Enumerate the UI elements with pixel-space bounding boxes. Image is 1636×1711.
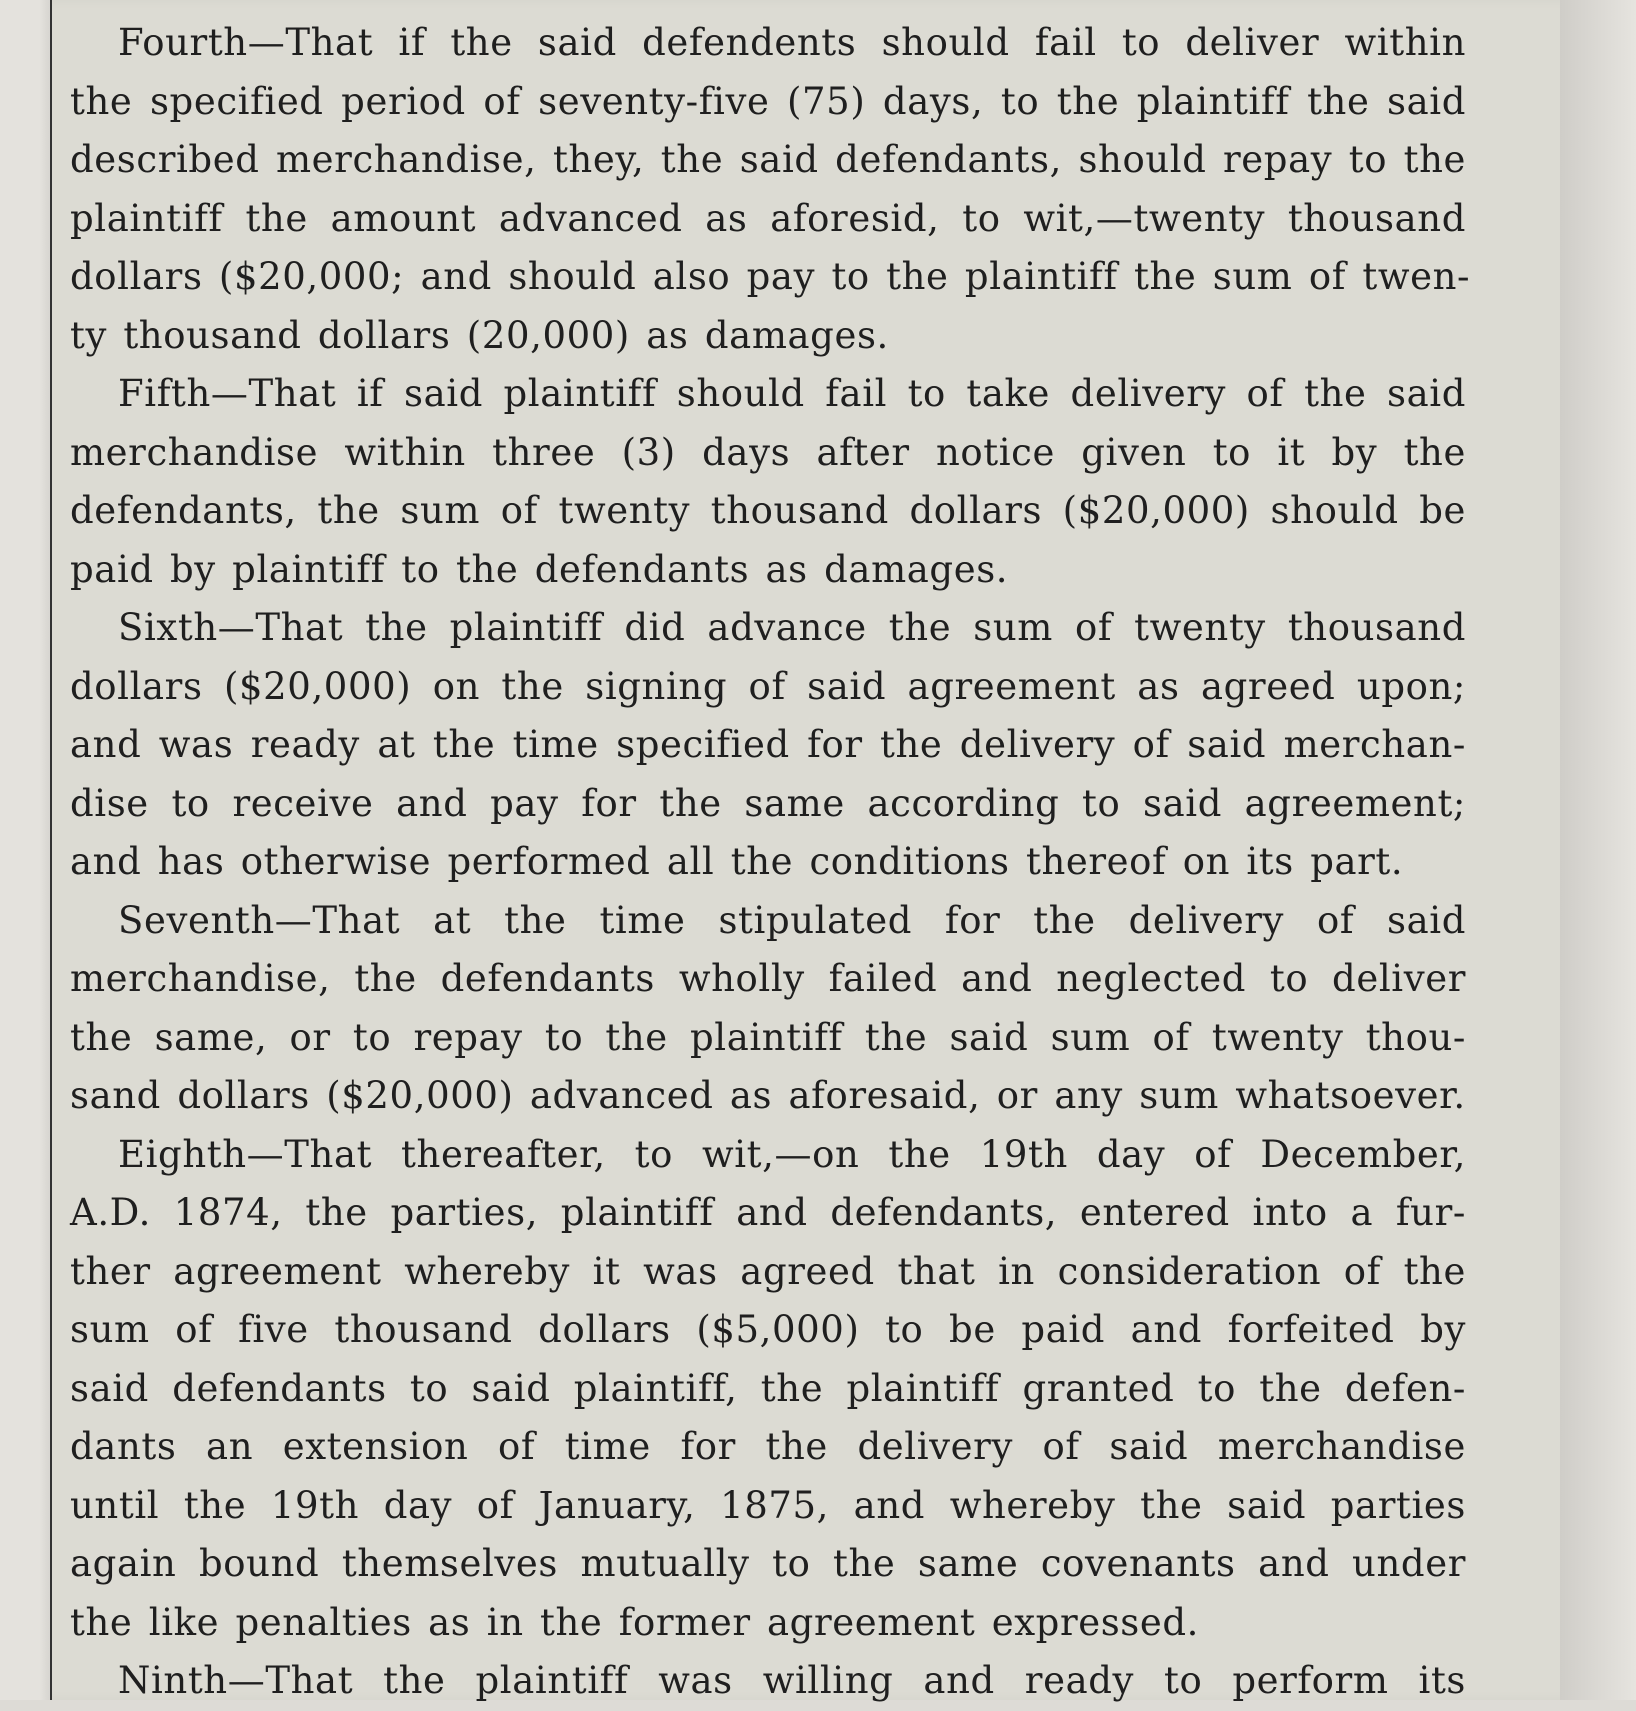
text-line: Sixth—That the plaintiff did advance the sum of twenty thousand	[118, 606, 1466, 649]
text-line: Ninth—That the plaintiff was willing and ready to perform its	[118, 1659, 1466, 1702]
text-line: dants an extension of time for the delivery of said merchandise	[70, 1425, 1466, 1468]
text-line: Seventh—That at the time stipulated for the delivery of said	[118, 898, 1466, 942]
text-line: ty thousand dollars (20,000) as damages.	[70, 313, 889, 357]
text-line: the same, or to repay to the plaintiff the said sum of twenty thou-	[70, 1015, 1466, 1059]
text-line: described merchandise, they, the said defendants, should repay to the	[70, 138, 1466, 181]
text-line: and has otherwise performed all the conditions thereof on its part.	[70, 840, 1404, 883]
text-line: again bound themselves mutually to the same covenants and under	[70, 1542, 1466, 1585]
text-line: and was ready at the time specified for the delivery of said merchan-	[70, 723, 1466, 766]
text-line: until the 19th day of January, 1875, and whereby the said parties	[70, 1483, 1466, 1527]
text-line: Fifth—That if said plaintiff should fail to take delivery of the said	[118, 372, 1466, 415]
text-line: plaintiff the amount advanced as aforesid, to wit,—twenty thousand	[70, 196, 1466, 240]
text-line: merchandise within three (3) days after notice given to it by the	[70, 430, 1466, 474]
scan-margin	[1560, 0, 1636, 1700]
text-line: said defendants to said plaintiff, the plaintiff granted to the defen-	[70, 1366, 1466, 1410]
text-line: dise to receive and pay for the same according to said agreement;	[70, 781, 1466, 825]
article-body	[70, 14, 1471, 1711]
text-line: sum of five thousand dollars ($5,000) to be paid and forfeited by	[70, 1308, 1466, 1351]
text-line: the like penalties as in the former agreement expressed.	[70, 1600, 1200, 1644]
text-line: ther agreement whereby it was agreed that in consideration of the	[70, 1249, 1466, 1293]
text-line: Eighth—That thereafter, to wit,—on the 19th day of December,	[118, 1132, 1466, 1176]
text-line: defendants, the sum of twenty thousand dollars ($20,000) should be	[70, 489, 1466, 532]
text-line: paid by plaintiff to the defendants as damages.	[70, 547, 1009, 591]
text-line: dollars ($20,000; and should also pay to the plaintiff the sum of twen-	[70, 255, 1471, 298]
text-line: Fourth—That if the said defendents should fail to deliver within	[118, 21, 1466, 64]
text-line: the specified period of seventy-five (75) days, to the plaintiff the said	[70, 79, 1466, 123]
text-line: merchandise, the defendants wholly failed and neglected to deliver	[70, 957, 1466, 1000]
text-line: dollars ($20,000) on the signing of said agreement as agreed upon;	[70, 664, 1466, 708]
article-text	[70, 14, 1471, 1711]
text-line: A.D. 1874, the parties, plaintiff and defendants, entered into a fur-	[70, 1191, 1466, 1234]
text-line: sand dollars ($20,000) advanced as aforesaid, or any sum whatsoever.	[70, 1074, 1466, 1117]
